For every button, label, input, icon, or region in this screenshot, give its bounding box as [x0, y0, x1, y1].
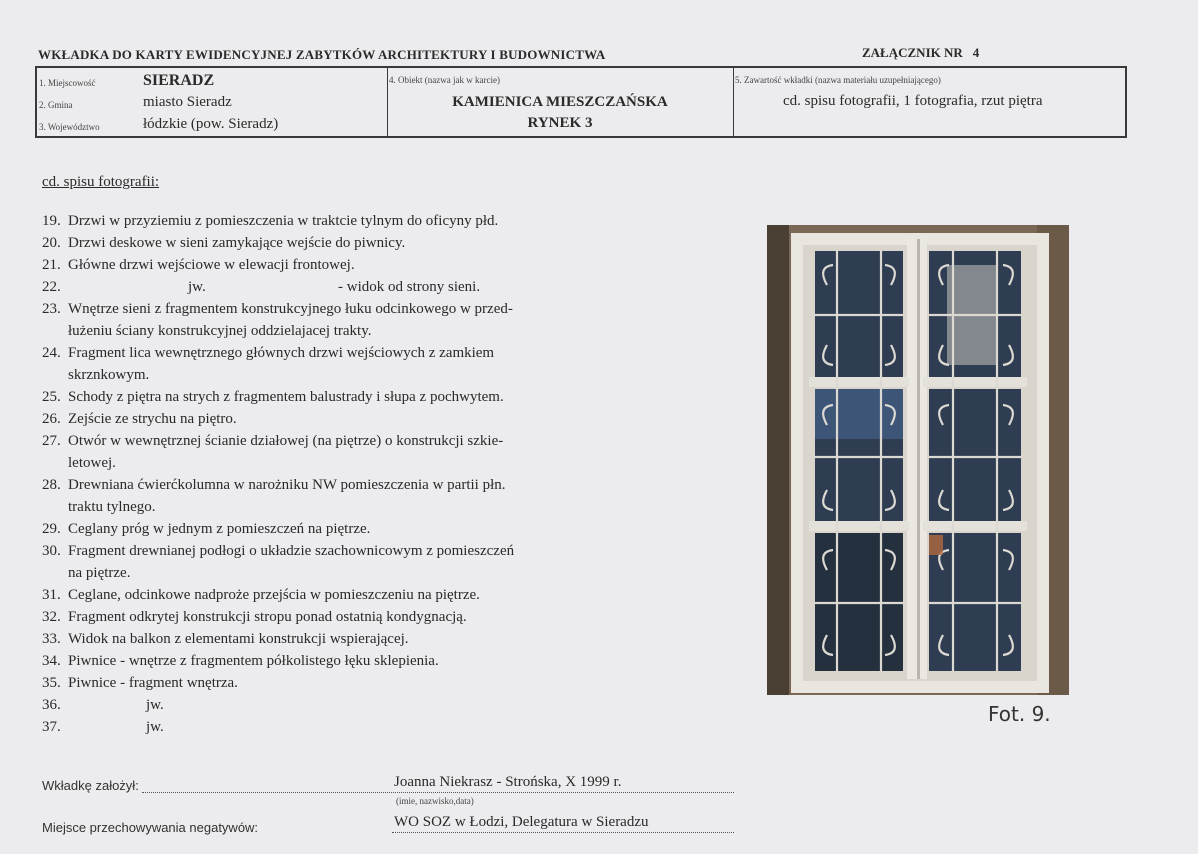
location-cell	[37, 68, 388, 136]
list-item	[42, 628, 742, 650]
list-item-text: na piętrze.	[68, 565, 131, 581]
list-item-number: 22.	[42, 279, 61, 295]
locality-row	[39, 72, 379, 92]
list-item-number: 34.	[42, 653, 61, 669]
list-item	[42, 408, 742, 430]
list-item-text: traktu tylnego.	[68, 499, 156, 515]
photo-label: Fot. 9.	[988, 702, 1051, 726]
content-label: 5. Zawartość wkładki (nazwa materiału uzupełniającego)	[735, 75, 941, 85]
list-item-text: Otwór w wewnętrznej ścianie działowej (na piętrze) o konstrukcji szkie-	[68, 433, 504, 449]
storage-dotline	[392, 832, 734, 833]
attachment-value: 4	[972, 45, 980, 60]
list-item	[42, 716, 742, 738]
attachment-number	[862, 45, 979, 61]
list-item-text: Schody z piętra na strych z fragmentem balustrady i słupa z pochwytem.	[68, 389, 504, 405]
list-item-text: Fragment lica wewnętrznego głównych drzwi wejściowych z zamkiem	[68, 345, 495, 361]
list-item-text: Widok na balkon z elementami konstrukcji wspierającej.	[68, 631, 409, 647]
list-item	[42, 342, 742, 386]
creator-value: Joanna Niekrasz - Strońska, X 1999 r.	[394, 774, 622, 790]
list-item	[42, 606, 742, 628]
list-item-text: Fragment drewnianej podłogi o układzie szachownicowym z pomieszczeń	[68, 543, 515, 559]
list-item-number: 33.	[42, 631, 61, 647]
commune-row	[39, 94, 379, 114]
list-item-text: Piwnice - fragment wnętrza.	[68, 675, 238, 691]
list-item-text: Ceglany próg w jednym z pomieszczeń na piętrze.	[68, 521, 371, 537]
list-item-number: 23.	[42, 301, 61, 317]
window-photo-image	[767, 225, 1069, 695]
storage-label: Miejsce przechowywania negatywów:	[42, 820, 259, 835]
list-item-text: jw.	[146, 697, 164, 713]
locality-value: SIERADZ	[143, 72, 215, 89]
commune-value: miasto Sieradz	[143, 94, 232, 110]
list-item	[42, 210, 742, 232]
voivodeship-row	[39, 116, 379, 136]
list-item-text: jw.	[146, 719, 164, 735]
window-photo	[767, 225, 1069, 695]
voivodeship-value: łódzkie (pow. Sieradz)	[143, 116, 279, 132]
object-cell	[387, 68, 734, 136]
list-item-text: Drzwi deskowe w sieni zamykające wejście do piwnicy.	[68, 235, 406, 251]
list-item	[42, 584, 742, 606]
list-item-number: 25.	[42, 389, 61, 405]
storage-value: WO SOZ w Łodzi, Delegatura w Sieradzu	[394, 814, 649, 830]
list-item-text: Drewniana ćwierćkolumna w narożniku NW pomieszczenia w partii płn.	[68, 477, 506, 493]
list-item-number: 24.	[42, 345, 61, 361]
list-item	[42, 540, 742, 584]
list-item	[42, 518, 742, 540]
list-item	[42, 386, 742, 408]
list-item-text: Główne drzwi wejściowe w elewacji frontowej.	[68, 257, 355, 273]
content-value: cd. spisu fotografii, 1 fotografia, rzut piętra	[783, 93, 1043, 109]
info-table	[35, 66, 1127, 138]
list-item-text: Ceglane, odcinkowe nadproże przejścia w pomieszczeniu na piętrze.	[68, 587, 480, 603]
creator-caption: (imie, nazwisko,data)	[396, 796, 474, 806]
list-item-number: 28.	[42, 477, 61, 493]
list-item-text: Piwnice - wnętrze z fragmentem półkolistego łęku sklepienia.	[68, 653, 439, 669]
list-item-text: Drzwi w przyziemiu z pomieszczenia w traktcie tylnym do oficyny płd.	[68, 213, 499, 229]
list-item-number: 19.	[42, 213, 61, 229]
list-item-number: 27.	[42, 433, 61, 449]
list-item	[42, 672, 742, 694]
locality-label: 1. Miejscowość	[39, 78, 96, 88]
list-item	[42, 298, 742, 342]
list-item	[42, 650, 742, 672]
list-item	[42, 254, 742, 276]
list-item-text: Fragment odkrytej konstrukcji stropu ponad ostatnią kondygnacją.	[68, 609, 467, 625]
object-label: 4. Obiekt (nazwa jak w karcie)	[389, 75, 500, 85]
list-item-number: 36.	[42, 697, 61, 713]
list-item-text: łużeniu ściany konstrukcyjnej oddzielajacej trakty.	[68, 323, 372, 339]
list-item-text: Zejście ze strychu na piętro.	[68, 411, 237, 427]
content-cell	[733, 68, 1125, 136]
object-address: RYNEK 3	[527, 115, 593, 131]
section-title: cd. spisu fotografii:	[42, 174, 160, 190]
list-item	[42, 232, 742, 254]
creator-dotline	[142, 792, 734, 793]
list-item-number: 32.	[42, 609, 61, 625]
list-item-number: 21.	[42, 257, 61, 273]
document-title: WKŁADKA DO KARTY EWIDENCYJNEJ ZABYTKÓW ARCHITEKTURY I BUDOWNICTWA	[38, 47, 606, 62]
list-item-number: 35.	[42, 675, 61, 691]
list-item-text: jw.	[188, 279, 206, 295]
list-item	[42, 276, 742, 298]
list-item	[42, 430, 742, 474]
list-item-number: 30.	[42, 543, 61, 559]
photo-list	[42, 210, 742, 738]
list-item-text: - widok od strony sieni.	[338, 279, 481, 295]
object-name: KAMIENICA MIESZCZAŃSKA	[452, 94, 668, 110]
commune-label: 2. Gmina	[39, 100, 73, 110]
attachment-label: ZAŁĄCZNIK NR	[862, 45, 963, 60]
creator-label: Wkładkę założył:	[42, 778, 139, 793]
list-item-number: 31.	[42, 587, 61, 603]
list-item-number: 29.	[42, 521, 61, 537]
list-item-text: letowej.	[68, 455, 116, 471]
list-item-number: 26.	[42, 411, 61, 427]
list-item	[42, 474, 742, 518]
voivodeship-label: 3. Województwo	[39, 122, 100, 132]
list-item-text: Wnętrze sieni z fragmentem konstrukcyjnego łuku odcinkowego w przed-	[68, 301, 513, 317]
list-item	[42, 694, 742, 716]
list-item-number: 37.	[42, 719, 61, 735]
list-item-number: 20.	[42, 235, 61, 251]
list-item-text: skrznkowym.	[68, 367, 150, 383]
